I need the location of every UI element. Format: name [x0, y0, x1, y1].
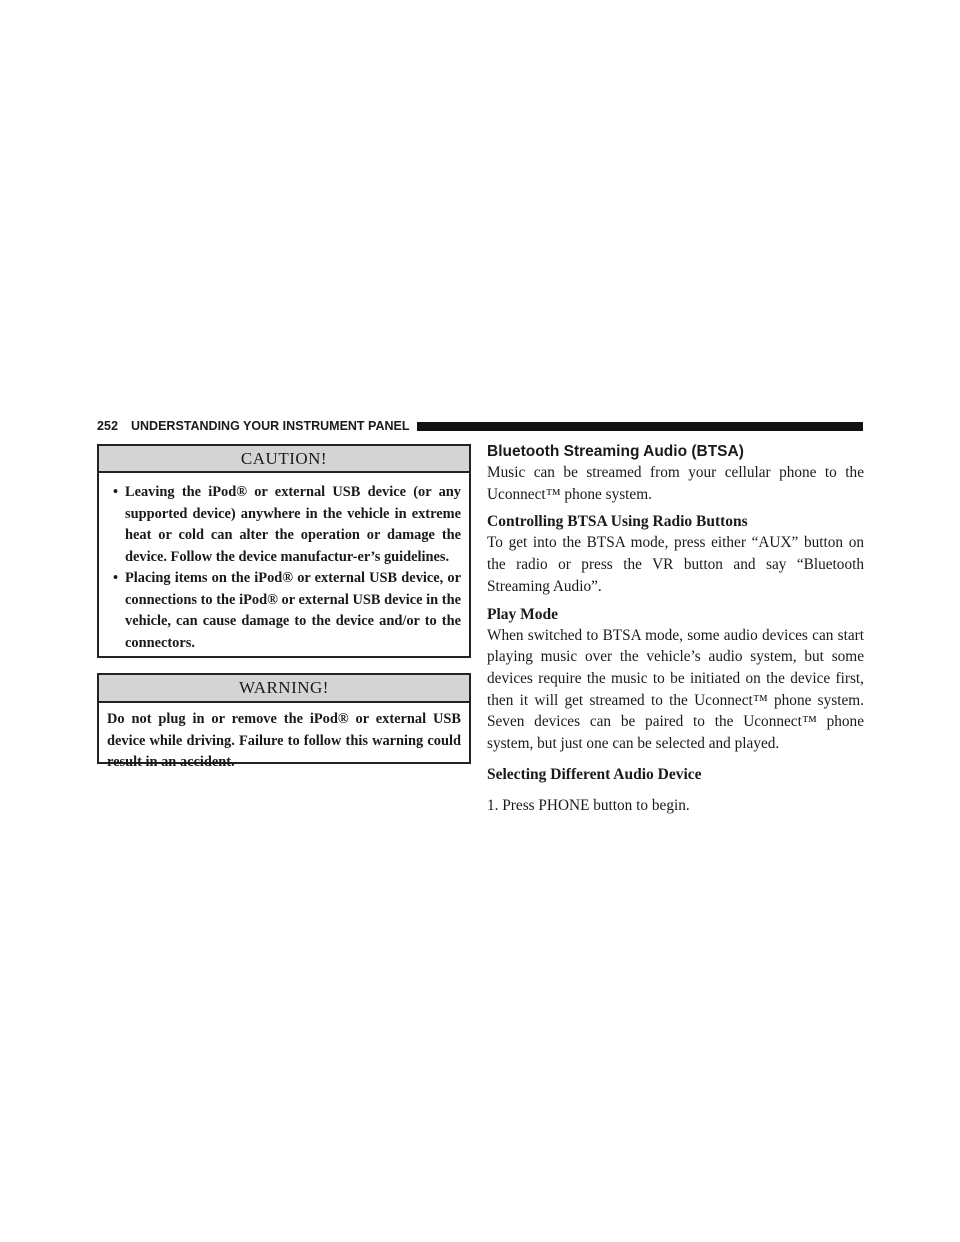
btsa-heading: Bluetooth Streaming Audio (BTSA) — [487, 443, 744, 460]
caution-item — [101, 568, 461, 654]
page-header — [97, 417, 863, 437]
step-1: 1. Press PHONE button to begin. — [487, 796, 690, 814]
caution-box — [97, 444, 471, 658]
bullet-icon: • — [113, 484, 119, 500]
header-rule — [417, 422, 863, 431]
controlling-text: To get into the BTSA mode, press either “AUX” button on the radio or press the VR button and say “Bluetooth Streaming Audio”. — [487, 534, 864, 595]
warning-title: WARNING! — [99, 675, 469, 703]
section-title: UNDERSTANDING YOUR INSTRUMENT PANEL — [131, 419, 410, 433]
controlling-heading: Controlling BTSA Using Radio Buttons — [487, 513, 748, 531]
caution-item-text: Placing items on the iPod® or external USB device, or connections to the iPod® or external USB device in the vehicle, can cause damage to the device and/or to the connectors. — [125, 570, 461, 651]
caution-title: CAUTION! — [99, 446, 469, 473]
play-mode-heading: Play Mode — [487, 605, 559, 623]
warning-box — [97, 673, 471, 770]
warning-text: Do not plug in or remove the iPod® or external USB device while driving. Failure to follow this warning could result in an accident. — [107, 711, 461, 770]
btsa-intro: Music can be streamed from your cellular phone to the Uconnect™ phone system. — [487, 464, 864, 503]
caution-item-text: Leaving the iPod® or external USB device (or any supported device) anywhere in the vehicle in extreme heat or cold can alter the operation or damage the device. Follow the device manufactur-er’s guidelines. — [125, 484, 461, 565]
play-mode-text: When switched to BTSA mode, some audio devices can start playing music over the vehicle’s audio system, but some devices require the music to be initiated on the device first, then it will get streamed to the Uconnect™ phone system. Seven devices can be paired to the Uconnect™ phone system, but just one can be selected and played. — [487, 626, 864, 753]
selecting-heading: Selecting Different Audio Device — [487, 765, 702, 783]
page-number: 252 — [97, 419, 119, 433]
caution-item — [101, 482, 461, 568]
caution-list — [99, 473, 469, 654]
bullet-icon: • — [113, 570, 119, 586]
btsa-section — [487, 442, 864, 816]
